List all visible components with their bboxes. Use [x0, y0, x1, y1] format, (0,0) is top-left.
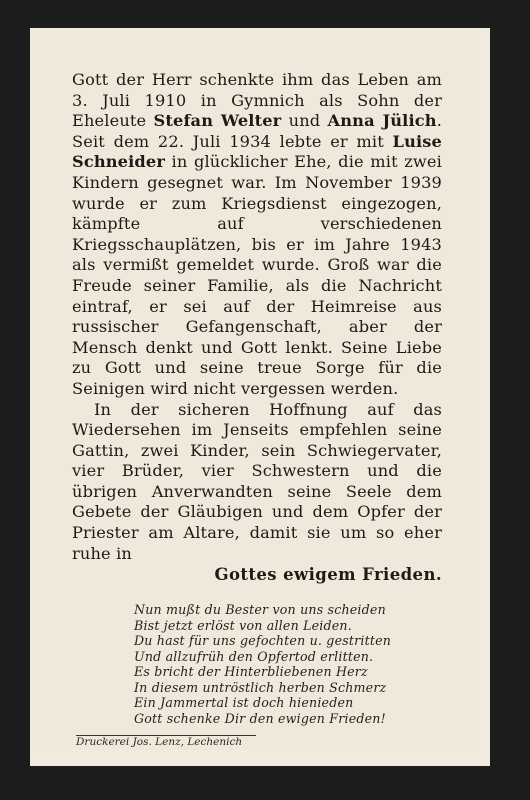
- bio-text-3: . Seit dem 22. Juli 1934 lebte er mit: [72, 111, 442, 151]
- father-name: Stefan Welter: [153, 111, 282, 131]
- verse-line: In diesem untröstlich herben Schmerz: [134, 679, 387, 695]
- bio-text-2: und: [281, 111, 328, 131]
- verse-line: Bist jetzt erlöst von allen Leiden.: [134, 617, 352, 633]
- wife-name: Luise Schneider: [72, 131, 442, 172]
- verse-line: Gott schenke Dir den ewigen Frieden!: [134, 710, 386, 726]
- commendation-paragraph: In der sicheren Hoffnung auf das Wiedersehen im Jenseits empfehlen seine Gattin, zwei Kinder, sein Schwiegervater, vier Brüder, vier Schwestern und die übrigen Anverwandten seine Seele dem Gebete der Gläubigen und dem Opfer der Priester am Altare, damit sie um so eher ruhe in: [72, 399, 442, 563]
- biography-paragraph: [72, 70, 442, 564]
- memorial-verse: [134, 602, 434, 726]
- verse-line: Nun mußt du Bester von uns scheiden: [134, 602, 386, 617]
- bio-text-1: Gott der Herr schenkte ihm das Leben am 3. Juli 1910 in Gymnich als Sohn der Eheleute: [72, 70, 442, 131]
- verse-line: Du hast für uns gefochten u. gestritten: [134, 633, 392, 648]
- closing-line: Gottes ewigem Frieden.: [214, 565, 442, 585]
- memorial-text: [72, 70, 442, 584]
- verse-line: Es bricht der Hinterbliebenen Herz: [134, 664, 368, 679]
- bio-text-4: in glücklicher Ehe, die mit zwei Kindern gesegnet war. Im November 1939 wurde er zum Kriegsdienst eingezogen, kämpfte auf verschiedenen Kriegsschauplätzen, bis er im Jahre 1943 als vermißt gemeldet wurde. Groß war die Freude seiner Familie, als die Nachricht eintraf, er sei auf der Heimreise aus russischer Gefangenschaft, aber der Mensch denkt und Gott lenkt. Seine Liebe zu Gott und seine treue Sorge für die Seinigen wird nicht vergessen werden.: [72, 152, 442, 398]
- printer-imprint: Druckerei Jos. Lenz, Lechenich: [76, 736, 243, 748]
- mother-name: Anna Jülich: [327, 111, 437, 131]
- verse-line: Und allzufrüh den Opfertod erlitten.: [134, 648, 374, 664]
- verse-line: Ein Jammertal ist doch hienieden: [134, 695, 354, 710]
